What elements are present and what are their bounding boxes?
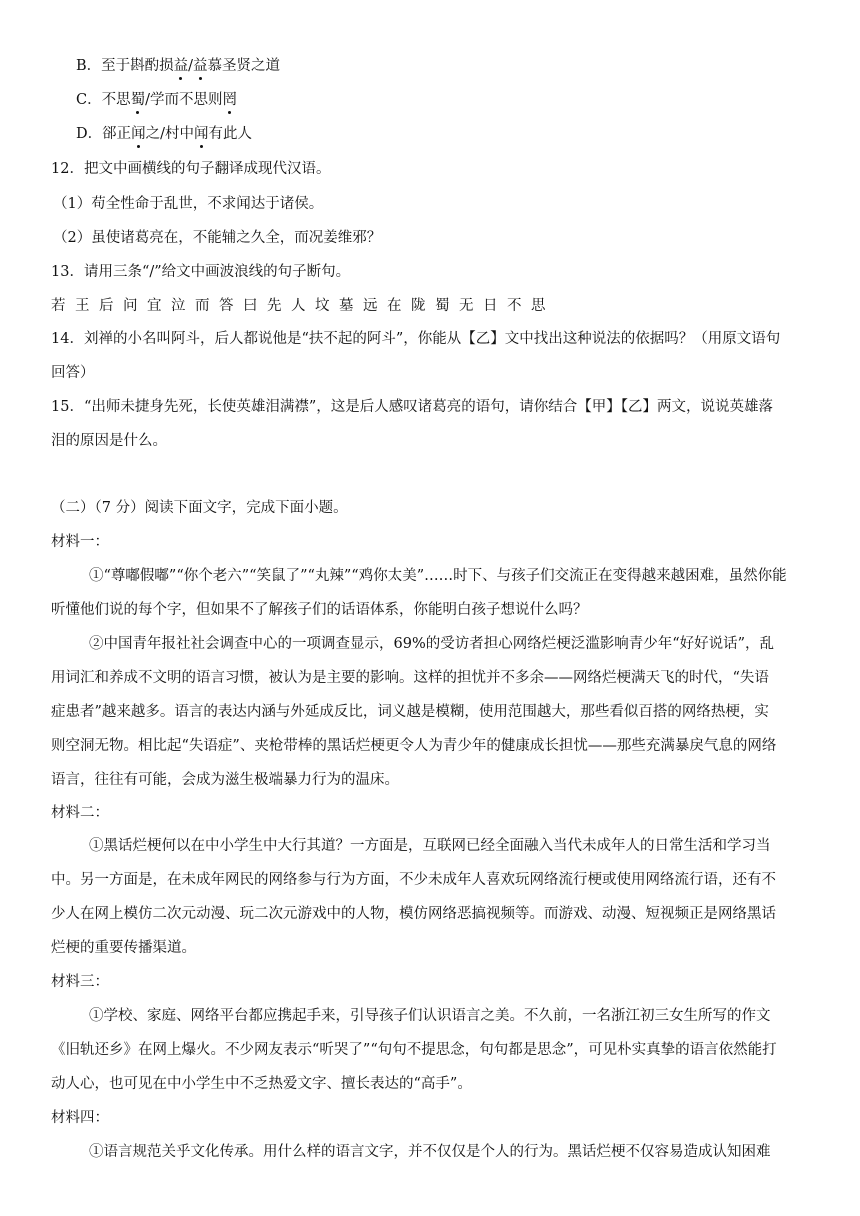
material-1-paragraph-2-line-1: ②中国青年报社社会调查中心的一项调查显示，69%的受访者担心网络烂梗泛滥影响青少年“好好说话”，乱 bbox=[89, 636, 775, 652]
material-4-line-1: ①语言规范关乎文化传承。用什么样的语言文字，并不仅仅是个人的行为。黑话烂梗不仅容易造成认知困难 bbox=[89, 1144, 771, 1160]
option-d-dotted-char-1: 闻 bbox=[131, 126, 146, 142]
option-c-dotted-char-2: 罔 bbox=[222, 92, 237, 108]
option-b bbox=[76, 56, 280, 76]
material-1-paragraph-2-line-2: 用词汇和养成不文明的语言习惯，被认为是主要的影响。这样的担忧并不多余——网络烂梗满天飞的时代，“失语 bbox=[51, 670, 769, 686]
question-13: 13．请用三条“/”给文中画波浪线的句子断句。 bbox=[51, 264, 351, 280]
option-c-dotted-char-1: 蜀 bbox=[130, 92, 146, 108]
question-12-sentence-2: （2）虽使诸葛亮在，不能辅之久全，而况姜维邪？ bbox=[53, 230, 382, 246]
option-b-dotted-char-2: 益 bbox=[193, 58, 208, 74]
option-b-text-end: 慕圣贤之道 bbox=[207, 58, 281, 74]
question-13-sentence: 若王后问宜泣而答曰先人坟墓远在陇蜀无日不思 bbox=[51, 298, 555, 314]
option-d-dotted-char-2: 闻 bbox=[194, 126, 209, 142]
question-12-sentence-1: （1）苟全性命于乱世，不求闻达于诸侯。 bbox=[53, 196, 324, 212]
material-2-line-4: 烂梗的重要传播渠道。 bbox=[51, 940, 196, 956]
option-b-separator: / bbox=[188, 58, 194, 74]
material-1-paragraph-2-line-3: 症患者”越来越多。语言的表达内涵与外延成反比，词义越是模糊，使用范围越大，那些看似百搭的网络热梗，实 bbox=[51, 704, 769, 720]
option-c bbox=[76, 90, 237, 110]
material-2-label: 材料二： bbox=[51, 805, 109, 821]
material-3-line-3: 动人心，也可见在中小学生中不乏热爱文字、擅长表达的“高手”。 bbox=[51, 1076, 472, 1092]
option-c-text-mid: /学而不思则 bbox=[145, 92, 223, 108]
question-15-line-1: 15．“出师未捷身先死，长使英雄泪满襟”，这是后人感叹诸葛亮的语句，请你结合【甲】【乙】两文，说说英雄落 bbox=[51, 399, 774, 415]
material-1-paragraph-1-line-1: ①“尊嘟假嘟”“你个老六”“笑鼠了”“丸辣”“鸡你太美”……时下、与孩子们交流正在变得越来越困难，虽然你能 bbox=[89, 568, 787, 584]
material-2-line-2: 中。另一方面是，在未成年网民的网络参与行为方面，不少未成年人喜欢玩网络流行梗或使用网络流行语，还有不 bbox=[51, 872, 776, 888]
material-1-paragraph-1-line-2: 听懂他们说的每个字，但如果不了解孩子们的话语体系，你能明白孩子想说什么吗？ bbox=[51, 602, 588, 618]
option-d-text-end: 有此人 bbox=[208, 126, 253, 142]
option-b-dotted-char-1: 益 bbox=[173, 58, 189, 74]
material-1-paragraph-2-line-4: 则空洞无物。相比起“失语症”、夹枪带棒的黑话烂梗更令人为青少年的健康成长担忧——那些充满暴戾气息的网络 bbox=[51, 738, 777, 754]
section-2-heading: （二）（7 分）阅读下面文字，完成下面小题。 bbox=[51, 500, 348, 516]
option-c-text: C．不思 bbox=[76, 92, 131, 108]
question-12: 12．把文中画横线的句子翻译成现代汉语。 bbox=[51, 161, 331, 177]
material-1-paragraph-2-line-5: 语言，往往有可能，会成为滋生极端暴力行为的温床。 bbox=[51, 772, 399, 788]
material-3-label: 材料三： bbox=[51, 974, 109, 990]
material-3-line-1: ①学校、家庭、网络平台都应携起手来，引导孩子们认识语言之美。不久前，一名浙江初三女生所写的作文 bbox=[89, 1008, 771, 1024]
option-d-text-mid: 之/村中 bbox=[145, 126, 195, 142]
question-15-line-2: 泪的原因是什么。 bbox=[51, 433, 167, 449]
material-3-line-2: 《旧轨还乡》在网上爆火。不少网友表示“听哭了”“句句不提思念，句句都是思念”，可见朴实真挚的语言依然能打 bbox=[51, 1042, 777, 1058]
material-4-label: 材料四： bbox=[51, 1110, 109, 1126]
option-d-text: D．郤正 bbox=[76, 126, 132, 142]
question-14-line-1: 14．刘禅的小名叫阿斗，后人都说他是“扶不起的阿斗”，你能从【乙】文中找出这种说法的依据吗？（用原文语句 bbox=[51, 331, 781, 347]
material-2-line-3: 少人在网上模仿二次元动漫、玩二次元游戏中的人物，模仿网络恶搞视频等。而游戏、动漫、短视频正是网络黑话 bbox=[51, 906, 776, 922]
material-2-line-1: ①黑话烂梗何以在中小学生中大行其道？一方面是，互联网已经全面融入当代未成年人的日常生活和学习当 bbox=[89, 838, 771, 854]
option-d bbox=[76, 124, 252, 144]
option-b-text: B．至于斟酌损 bbox=[76, 58, 174, 74]
material-1-label: 材料一： bbox=[51, 534, 109, 550]
question-14-line-2: 回答） bbox=[51, 365, 95, 381]
